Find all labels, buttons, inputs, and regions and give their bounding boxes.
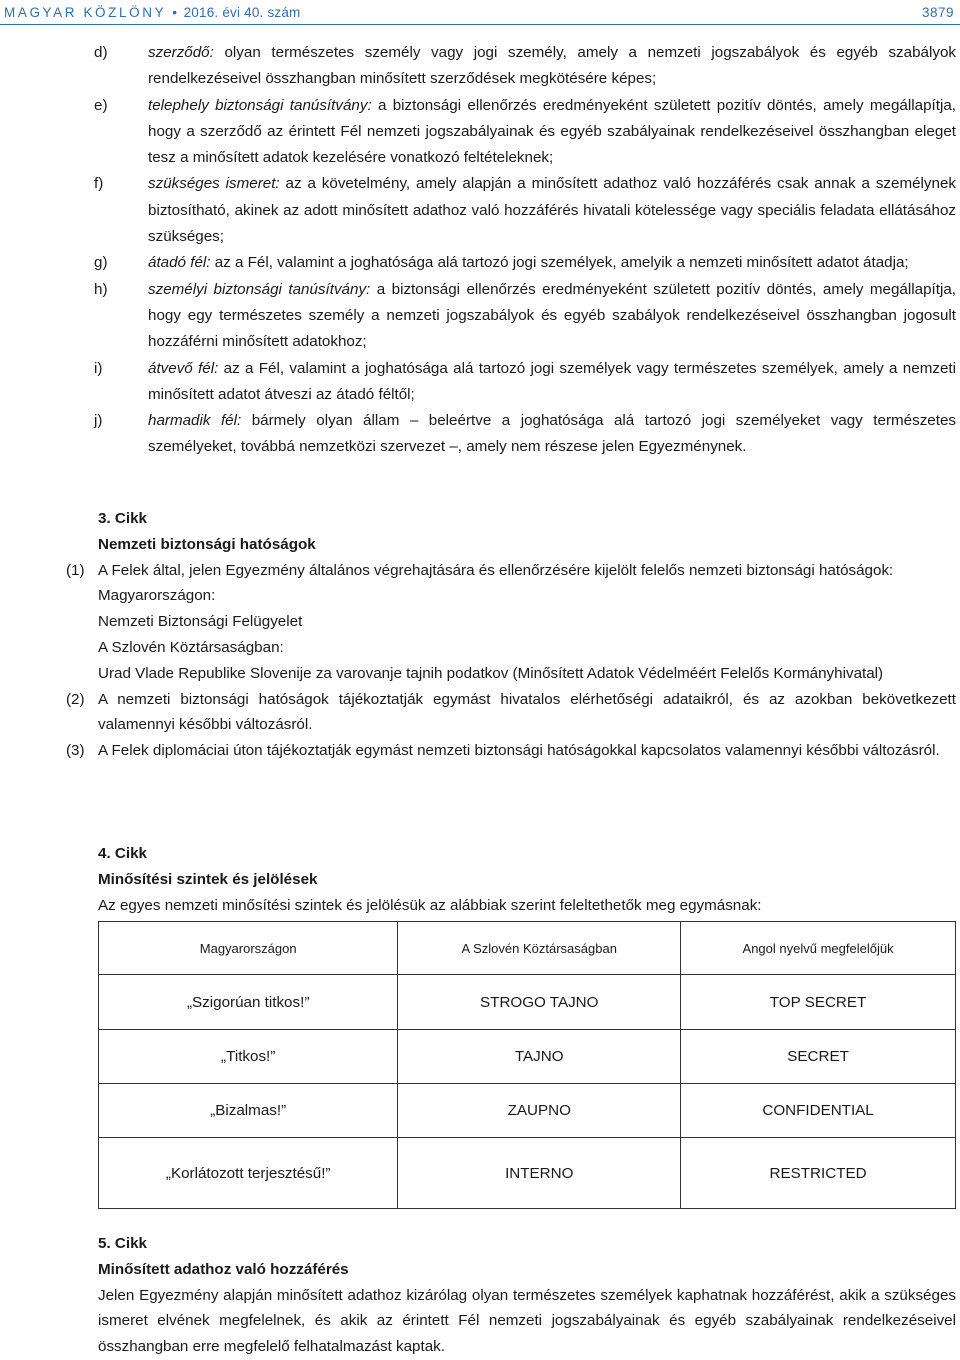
table-cell: RESTRICTED xyxy=(681,1138,956,1209)
issue-label: 2016. évi 40. szám xyxy=(183,5,301,20)
definition-label: i) xyxy=(94,359,103,377)
authority-hu-label: Magyarországon: xyxy=(98,587,216,605)
article-4 xyxy=(98,841,956,918)
paragraph xyxy=(66,558,956,584)
table-cell: CONFIDENTIAL xyxy=(681,1084,956,1138)
table-cell: TAJNO xyxy=(398,1030,681,1084)
paragraph-text: A Felek által, jelen Egyezmény általános végrehajtására és ellenőrzésére kijelölt felelős nemzeti biztonsági hatóságok: xyxy=(98,561,894,579)
article-title: Minősítési szintek és jelölések xyxy=(98,870,318,888)
authority-si-label: A Szlovén Köztársaságban: xyxy=(98,638,284,656)
definition-term: telephely biztonsági tanúsítvány: xyxy=(148,96,372,114)
definition-term: szükséges ismeret: xyxy=(148,175,280,193)
article-number: 5. Cikk xyxy=(98,1235,147,1252)
definition-text: a biztonsági ellenőrzés eredményeként született pozitív döntés, amely megállapítja, hogy egy természetes személy a nemzeti jogszabályok és egyéb szabályok rendelkezéseivel összhangban jogosult hozzáférni minősített adatokhoz; xyxy=(148,280,956,351)
article-title: Nemzeti biztonsági hatóságok xyxy=(98,535,316,553)
definition-label: j) xyxy=(94,412,103,430)
table-cell: ZAUPNO xyxy=(398,1084,681,1138)
table-cell: „Szigorúan titkos!” xyxy=(99,975,398,1030)
definition-text: bármely olyan állam – beleértve a joghatósága alá tartozó jogi személyeket vagy természetes személyeket, továbbá nemzetközi szervezet –, amely nem részese jelen Egyezménynek. xyxy=(148,412,956,456)
definition-item xyxy=(0,277,960,356)
table-row xyxy=(99,1138,956,1209)
table-row xyxy=(99,1084,956,1138)
table-row xyxy=(99,1030,956,1084)
definition-text: az a Fél, valamint a joghatósága alá tartozó jogi személyek, amelyik a nemzeti minősített adatot átadja; xyxy=(210,254,909,272)
authority-si-name: Urad Vlade Republike Slovenije za varovanje tajnih podatkov (Minősített Adatok Védelméért Felelős Kormányhivatal) xyxy=(98,664,884,682)
definition-term: átadó fél: xyxy=(148,254,211,272)
table-cell: TOP SECRET xyxy=(681,975,956,1030)
definition-label: e) xyxy=(94,96,108,114)
definition-item xyxy=(0,171,960,250)
definition-label: d) xyxy=(94,44,108,61)
authority-hu-name: Nemzeti Biztonsági Felügyelet xyxy=(98,613,303,631)
article-title: Minősített adathoz való hozzáférés xyxy=(98,1260,349,1278)
table-header-cell: Angol nyelvű megfelelőjük xyxy=(681,922,956,975)
paragraph-text: A Felek diplomáciai úton tájékoztatják egymást nemzeti biztonsági hatóságokkal kapcsolatos valamennyi későbbi változásról. xyxy=(98,742,940,760)
definition-item xyxy=(0,40,960,93)
paragraph xyxy=(66,687,956,739)
table-cell: „Korlátozott terjesztésű!” xyxy=(99,1138,398,1209)
page-number: 3879 xyxy=(921,5,954,20)
publication-name: MAGYAR KÖZLÖNY xyxy=(4,5,166,20)
table-header-row xyxy=(99,922,956,975)
header-left xyxy=(4,5,301,20)
article-number: 4. Cikk xyxy=(98,845,147,862)
definition-label: h) xyxy=(94,280,108,298)
definition-text: olyan természetes személy vagy jogi személy, amely a nemzeti jogszabályok és egyéb szabályok rendelkezéseivel összhangban minősített szerződések megkötésére képes; xyxy=(148,44,956,88)
table-cell: „Bizalmas!” xyxy=(99,1084,398,1138)
paragraph-text: A nemzeti biztonsági hatóságok tájékoztatják egymást hivatalos elérhetőségi adataikról, és az azokban bekövetkezett valamennyi későbbi változásról. xyxy=(98,690,956,734)
table-header-cell: Magyarországon xyxy=(99,922,398,975)
table-row xyxy=(99,975,956,1030)
definition-item xyxy=(0,408,960,461)
definition-text: a biztonsági ellenőrzés eredményeként született pozitív döntés, amely megállapítja, hogy a szerződő az érintett Fél nemzeti jogszabályainak és egyéb szabályainak rendelkezéseivel összhangban eleget tesz a minősített adatok kezelésére vonatkozó feltételeknek; xyxy=(148,96,956,167)
definition-term: személyi biztonsági tanúsítvány: xyxy=(148,280,371,298)
article-3 xyxy=(66,506,956,764)
definition-text: az a követelmény, amely alapján a minősített adathoz való hozzáférés csak annak a személynek biztosítható, akinek az adott minősített adathoz való hozzáférés hivatali kötelessége vagy speciális feladata ellátásához szükséges; xyxy=(148,175,957,246)
table-header-cell: A Szlovén Köztársaságban xyxy=(398,922,681,975)
page-header xyxy=(0,2,960,24)
paragraph-text: Jelen Egyezmény alapján minősített adathoz kizárólag olyan természetes személyek kaphatnak hozzáférést, akik a szükséges ismeret elvének megfelelnek, és akik az érintett Fél nemzeti jogszabályainak és egyéb szabályainak rendelkezéseivel összhangban erre megfelelő felhatalmazást kaptak. xyxy=(98,1286,956,1356)
table-cell: SECRET xyxy=(681,1030,956,1084)
paragraph xyxy=(66,738,956,764)
table-cell: STROGO TAJNO xyxy=(398,975,681,1030)
definition-text: az a Fél, valamint a joghatósága alá tartozó jogi személyek vagy természetes személyek, amely a nemzeti minősített adatot átveszi az átadó féltől; xyxy=(148,359,956,403)
definition-label: g) xyxy=(94,254,108,272)
header-rule xyxy=(0,24,960,25)
table-cell: „Titkos!” xyxy=(99,1030,398,1084)
paragraph-number: (3) xyxy=(66,742,85,760)
article-intro: Az egyes nemzeti minősítési szintek és jelölésük az alábbiak szerint feleltethetők meg egymásnak: xyxy=(98,896,762,914)
definition-label: f) xyxy=(94,175,104,193)
paragraph-number: (1) xyxy=(66,561,85,579)
article-number: 3. Cikk xyxy=(98,510,147,527)
definition-item xyxy=(0,250,960,276)
definition-term: átvevő fél: xyxy=(148,359,219,377)
definition-item xyxy=(0,93,960,172)
definition-term: harmadik fél: xyxy=(148,412,242,430)
definition-item xyxy=(0,356,960,409)
definition-term: szerződő: xyxy=(148,44,214,61)
article-5 xyxy=(98,1231,956,1360)
definitions-list xyxy=(0,40,960,461)
classification-table xyxy=(98,921,956,1209)
header-bullet: • xyxy=(172,5,178,20)
table-cell: INTERNO xyxy=(398,1138,681,1209)
paragraph-number: (2) xyxy=(66,690,85,708)
